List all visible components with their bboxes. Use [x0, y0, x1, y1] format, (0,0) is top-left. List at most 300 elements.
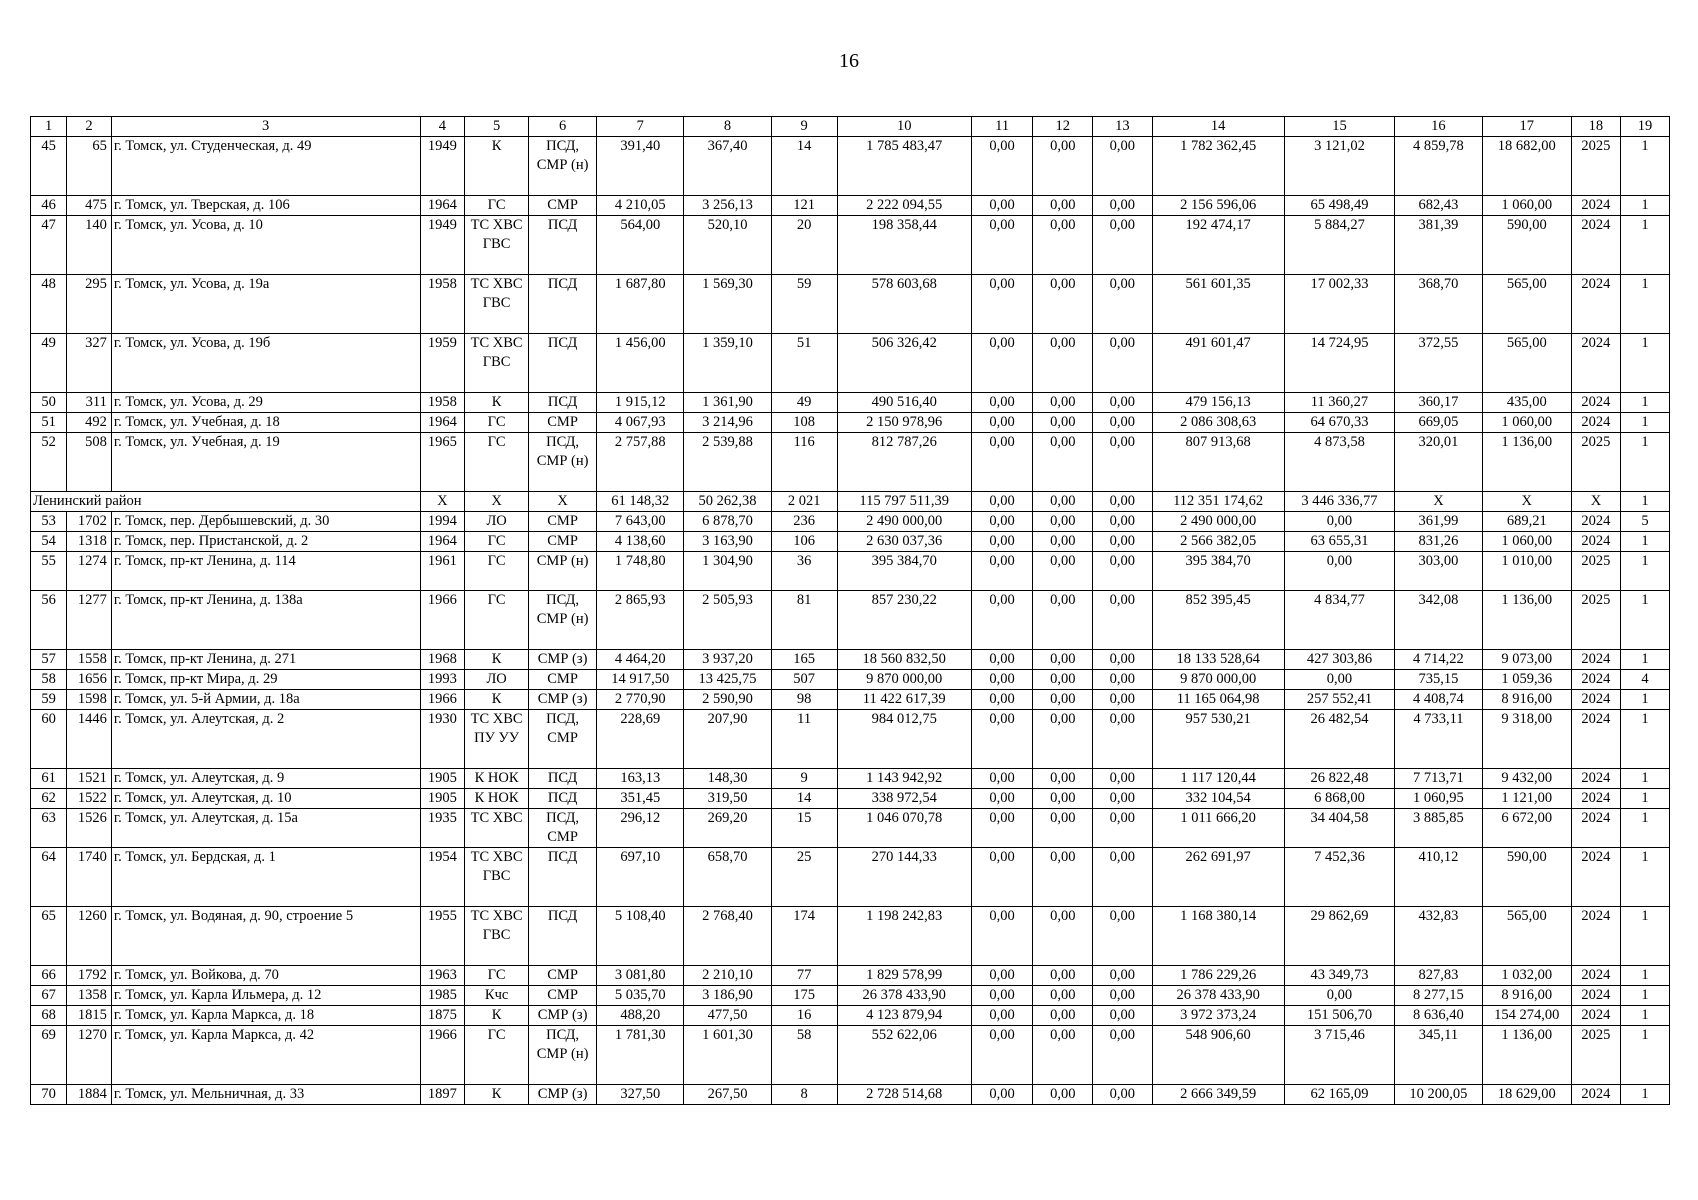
cell-col-13: 0,00 — [1093, 1085, 1153, 1105]
building-type-line: ГС — [487, 1027, 506, 1043]
cell-address: г. Томск, ул. Усова, д. 19б — [111, 334, 420, 393]
cell-work-type — [529, 552, 597, 591]
cell-col-12: 0,00 — [1033, 966, 1093, 986]
table-body — [31, 117, 1670, 1105]
cell-col-19: 1 — [1620, 848, 1669, 907]
column-number-header-row — [31, 117, 1670, 137]
cell-col-17: 1 060,00 — [1482, 413, 1571, 433]
cell-col-16: 827,83 — [1395, 966, 1482, 986]
column-number-10: 10 — [837, 117, 971, 137]
building-type-line: ГС — [487, 553, 506, 569]
cell-col-13: 0,00 — [1093, 986, 1153, 1006]
cell-col-16: 8 277,15 — [1395, 986, 1482, 1006]
cell-col-11: 0,00 — [971, 196, 1033, 216]
work-type-line: ПСД — [547, 394, 578, 410]
cell-col-16: 303,00 — [1395, 552, 1482, 591]
work-type-line: ПСД, — [546, 711, 580, 727]
building-type-line: Кчс — [484, 987, 509, 1003]
cell-house-id: 1522 — [67, 789, 112, 809]
work-type-line: СМР (з) — [537, 1007, 588, 1023]
cell-col-8: 3 186,90 — [684, 986, 771, 1006]
cell-house-id: 508 — [67, 433, 112, 492]
cell-col-13: 0,00 — [1093, 907, 1153, 966]
cell-col-17: 689,21 — [1482, 512, 1571, 532]
cell-house-id: 295 — [67, 275, 112, 334]
cell-col-8: 267,50 — [684, 1085, 771, 1105]
cell-year: 1935 — [420, 809, 465, 848]
cell-col-14: 262 691,97 — [1152, 848, 1284, 907]
cell-col-16: 4 714,22 — [1395, 650, 1482, 670]
cell-col-7: 564,00 — [597, 216, 684, 275]
cell-col-17: 590,00 — [1482, 848, 1571, 907]
cell-address: г. Томск, ул. Алеутская, д. 15а — [111, 809, 420, 848]
work-type-line: СМР — [547, 829, 578, 845]
table-row — [31, 216, 1670, 275]
cell-col-11: 0,00 — [971, 532, 1033, 552]
table-row — [31, 532, 1670, 552]
cell-address: г. Томск, ул. Усова, д. 29 — [111, 393, 420, 413]
work-type-line: СМР — [547, 513, 578, 529]
table-row — [31, 769, 1670, 789]
cell-building-type — [465, 907, 529, 966]
cell-col-19: 1 — [1620, 492, 1669, 512]
cell-building-type — [465, 413, 529, 433]
cell-col-18: 2024 — [1571, 196, 1620, 216]
work-type-line: ПСД — [547, 770, 578, 786]
cell-col-11: 0,00 — [971, 137, 1033, 196]
table-row — [31, 907, 1670, 966]
cell-house-id: 1815 — [67, 1006, 112, 1026]
column-number-15: 15 — [1284, 117, 1395, 137]
cell-col-8: 2 210,10 — [684, 966, 771, 986]
cell-col-14: 1 168 380,14 — [1152, 907, 1284, 966]
cell-col-7: 351,45 — [597, 789, 684, 809]
cell-col-16: 4 733,11 — [1395, 710, 1482, 769]
cell-year: 1994 — [420, 512, 465, 532]
column-number-16: 16 — [1395, 117, 1482, 137]
cell-col-19: 1 — [1620, 710, 1669, 769]
work-type-line: СМР — [547, 730, 578, 746]
cell-row-number: 70 — [31, 1085, 67, 1105]
building-type-line: ГС — [487, 533, 506, 549]
cell-col-19: 1 — [1620, 1026, 1669, 1085]
cell-col-9: 59 — [771, 275, 837, 334]
work-type-line: СМР — [547, 967, 578, 983]
cell-col-18: 2024 — [1571, 789, 1620, 809]
cell-col-11: 0,00 — [971, 275, 1033, 334]
work-type-line: ПСД — [547, 335, 578, 351]
cell-col-18: 2024 — [1571, 848, 1620, 907]
cell-col-14: 807 913,68 — [1152, 433, 1284, 492]
cell-col-9: 81 — [771, 591, 837, 650]
cell-year: 1958 — [420, 393, 465, 413]
cell-col-9: 8 — [771, 1085, 837, 1105]
cell-address: г. Томск, ул. Бердская, д. 1 — [111, 848, 420, 907]
cell-col-8: 3 214,96 — [684, 413, 771, 433]
building-type-line: ГВС — [482, 927, 511, 943]
cell-address: г. Томск, пер. Пристанской, д. 2 — [111, 532, 420, 552]
cell-work-type — [529, 809, 597, 848]
cell-building-type — [465, 137, 529, 196]
cell-col-14: 2 566 382,05 — [1152, 532, 1284, 552]
building-type-line: ТС ХВС — [470, 276, 523, 292]
cell-col-16: 432,83 — [1395, 907, 1482, 966]
cell-col-19: 1 — [1620, 275, 1669, 334]
table-row — [31, 670, 1670, 690]
cell-col-9: 15 — [771, 809, 837, 848]
cell-col-9: 25 — [771, 848, 837, 907]
cell-address: г. Томск, пр-кт Ленина, д. 138а — [111, 591, 420, 650]
cell-col-19: 4 — [1620, 670, 1669, 690]
cell-address: г. Томск, ул. Карла Маркса, д. 42 — [111, 1026, 420, 1085]
cell-col-17: 1 121,00 — [1482, 789, 1571, 809]
cell-col-10: 2 630 037,36 — [837, 532, 971, 552]
cell-col-7: 2 757,88 — [597, 433, 684, 492]
cell-col-18: 2024 — [1571, 809, 1620, 848]
cell-building-type — [465, 393, 529, 413]
cell-year: 1897 — [420, 1085, 465, 1105]
cell-work-type — [529, 769, 597, 789]
cell-col-15: 427 303,86 — [1284, 650, 1395, 670]
cell-house-id: 1792 — [67, 966, 112, 986]
column-number-12: 12 — [1033, 117, 1093, 137]
cell-col-17: 8 916,00 — [1482, 986, 1571, 1006]
cell-work-type — [529, 216, 597, 275]
cell-house-id: 65 — [67, 137, 112, 196]
cell-col-12: 0,00 — [1033, 591, 1093, 650]
cell-row-number: 65 — [31, 907, 67, 966]
cell-col-19: 1 — [1620, 907, 1669, 966]
cell-col-13: 0,00 — [1093, 512, 1153, 532]
cell-col-15: 34 404,58 — [1284, 809, 1395, 848]
cell-col-8: 477,50 — [684, 1006, 771, 1026]
cell-col-12: 0,00 — [1033, 492, 1093, 512]
work-type-line: ПСД — [547, 276, 578, 292]
work-type-line: ПСД — [547, 217, 578, 233]
cell-col-7: 296,12 — [597, 809, 684, 848]
cell-year: 1905 — [420, 769, 465, 789]
building-type-line: ТС ХВС — [470, 849, 523, 865]
cell-building-type — [465, 196, 529, 216]
cell-col-19: 5 — [1620, 512, 1669, 532]
cell-col-7: 1 687,80 — [597, 275, 684, 334]
cell-address: г. Томск, ул. Алеутская, д. 2 — [111, 710, 420, 769]
cell-col-8: 319,50 — [684, 789, 771, 809]
cell-col-13: 0,00 — [1093, 196, 1153, 216]
cell-row-number: 47 — [31, 216, 67, 275]
cell-col-14: 9 870 000,00 — [1152, 670, 1284, 690]
cell-col-16: 368,70 — [1395, 275, 1482, 334]
column-number-5: 5 — [465, 117, 529, 137]
cell-col-17: 565,00 — [1482, 275, 1571, 334]
cell-col-12: 0,00 — [1033, 907, 1093, 966]
cell-address: г. Томск, ул. Усова, д. 19а — [111, 275, 420, 334]
cell-col-12: 0,00 — [1033, 986, 1093, 1006]
cell-house-id: 1526 — [67, 809, 112, 848]
cell-col-10: 2 490 000,00 — [837, 512, 971, 532]
cell-col-12: 0,00 — [1033, 809, 1093, 848]
cell-col-8: 1 359,10 — [684, 334, 771, 393]
cell-house-id: 1270 — [67, 1026, 112, 1085]
work-type-line: СМР — [547, 414, 578, 430]
cell-col-13: 0,00 — [1093, 809, 1153, 848]
cell-year: 1958 — [420, 275, 465, 334]
cell-col-19: 1 — [1620, 1006, 1669, 1026]
cell-house-id: 1656 — [67, 670, 112, 690]
cell-col-15: 26 482,54 — [1284, 710, 1395, 769]
cell-row-number: 58 — [31, 670, 67, 690]
cell-col-16: 10 200,05 — [1395, 1085, 1482, 1105]
work-type-line: ПСД — [547, 908, 578, 924]
table-row — [31, 710, 1670, 769]
building-type-line: ГС — [487, 967, 506, 983]
cell-col-9: 106 — [771, 532, 837, 552]
cell-col-11: 0,00 — [971, 393, 1033, 413]
cell-col-18: 2024 — [1571, 966, 1620, 986]
cell-col-18: 2024 — [1571, 413, 1620, 433]
cell-house-id: 1558 — [67, 650, 112, 670]
cell-work-type — [529, 433, 597, 492]
cell-building-type — [465, 966, 529, 986]
cell-col-19: 1 — [1620, 532, 1669, 552]
cell-col-8: 1 601,30 — [684, 1026, 771, 1085]
cell-col-11: 0,00 — [971, 492, 1033, 512]
cell-col-14: 2 490 000,00 — [1152, 512, 1284, 532]
cell-row-number: 48 — [31, 275, 67, 334]
cell-col-10: 1 829 578,99 — [837, 966, 971, 986]
cell-year: 1961 — [420, 552, 465, 591]
cell-col-14: 332 104,54 — [1152, 789, 1284, 809]
cell-year: 1993 — [420, 670, 465, 690]
cell-col-13: 0,00 — [1093, 650, 1153, 670]
table-row — [31, 650, 1670, 670]
cell-col-9: 16 — [771, 1006, 837, 1026]
cell-col-7: 488,20 — [597, 1006, 684, 1026]
column-number-7: 7 — [597, 117, 684, 137]
cell-col-19: 1 — [1620, 591, 1669, 650]
cell-address: г. Томск, ул. Карла Ильмера, д. 12 — [111, 986, 420, 1006]
table-row — [31, 848, 1670, 907]
building-type-line: ЛО — [486, 513, 507, 529]
cell-col-9: 11 — [771, 710, 837, 769]
cell-col-7: 4 464,20 — [597, 650, 684, 670]
cell-col-13: 0,00 — [1093, 492, 1153, 512]
cell-col-7: 2 770,90 — [597, 690, 684, 710]
cell-col-14: 1 011 666,20 — [1152, 809, 1284, 848]
cell-col-16: 381,39 — [1395, 216, 1482, 275]
cell-address: г. Томск, ул. Карла Маркса, д. 18 — [111, 1006, 420, 1026]
cell-col-10: 11 422 617,39 — [837, 690, 971, 710]
cell-col-15: 3 121,02 — [1284, 137, 1395, 196]
cell-col-13: 0,00 — [1093, 433, 1153, 492]
cell-col-12: 0,00 — [1033, 769, 1093, 789]
cell-house-id: 1598 — [67, 690, 112, 710]
cell-address: г. Томск, пер. Дербышевский, д. 30 — [111, 512, 420, 532]
cell-row-number: 52 — [31, 433, 67, 492]
cell-col-10: 26 378 433,90 — [837, 986, 971, 1006]
cell-col-7: 2 865,93 — [597, 591, 684, 650]
cell-col-8: 520,10 — [684, 216, 771, 275]
cell-col-7: 3 081,80 — [597, 966, 684, 986]
cell-col-8: 3 937,20 — [684, 650, 771, 670]
cell-year: 1966 — [420, 1026, 465, 1085]
cell-col-12: 0,00 — [1033, 334, 1093, 393]
cell-col-8: 269,20 — [684, 809, 771, 848]
cell-address: г. Томск, ул. Мельничная, д. 33 — [111, 1085, 420, 1105]
cell-row-number: 60 — [31, 710, 67, 769]
cell-house-id: 1884 — [67, 1085, 112, 1105]
work-type-line: ПСД — [547, 849, 578, 865]
cell-col-9: 2 021 — [771, 492, 837, 512]
cell-col-12: 0,00 — [1033, 216, 1093, 275]
cell-col-19: 1 — [1620, 690, 1669, 710]
cell-col-11: 0,00 — [971, 848, 1033, 907]
cell-col-14: 18 133 528,64 — [1152, 650, 1284, 670]
cell-col-18: 2024 — [1571, 710, 1620, 769]
district-name: Ленинский район — [31, 492, 421, 512]
cell-work-type — [529, 275, 597, 334]
column-number-9: 9 — [771, 117, 837, 137]
cell-building-type — [465, 552, 529, 591]
column-number-8: 8 — [684, 117, 771, 137]
cell-col-15: 64 670,33 — [1284, 413, 1395, 433]
column-number-13: 13 — [1093, 117, 1153, 137]
cell-year: 1963 — [420, 966, 465, 986]
cell-col-12: 0,00 — [1033, 433, 1093, 492]
cell-col-10: 506 326,42 — [837, 334, 971, 393]
cell-year: Х — [420, 492, 465, 512]
cell-house-id: 1318 — [67, 532, 112, 552]
cell-house-id: 492 — [67, 413, 112, 433]
cell-col-13: 0,00 — [1093, 393, 1153, 413]
cell-col-7: 1 915,12 — [597, 393, 684, 413]
cell-building-type — [465, 848, 529, 907]
cell-col-14: 2 156 596,06 — [1152, 196, 1284, 216]
cell-col-11: 0,00 — [971, 907, 1033, 966]
cell-col-14: 395 384,70 — [1152, 552, 1284, 591]
cell-col-18: 2025 — [1571, 433, 1620, 492]
cell-year: 1966 — [420, 690, 465, 710]
cell-col-16: 8 636,40 — [1395, 1006, 1482, 1026]
cell-house-id: 1277 — [67, 591, 112, 650]
table-row — [31, 986, 1670, 1006]
cell-house-id: 1260 — [67, 907, 112, 966]
cell-address: г. Томск, ул. Алеутская, д. 9 — [111, 769, 420, 789]
cell-building-type — [465, 769, 529, 789]
cell-col-17: 9 073,00 — [1482, 650, 1571, 670]
cell-col-7: 327,50 — [597, 1085, 684, 1105]
cell-col-15: 29 862,69 — [1284, 907, 1395, 966]
cell-col-16: 4 408,74 — [1395, 690, 1482, 710]
cell-col-9: 14 — [771, 789, 837, 809]
cell-row-number: 54 — [31, 532, 67, 552]
cell-col-7: 61 148,32 — [597, 492, 684, 512]
cell-row-number: 45 — [31, 137, 67, 196]
building-type-line: Х — [491, 493, 502, 509]
cell-work-type — [529, 848, 597, 907]
cell-col-10: 198 358,44 — [837, 216, 971, 275]
cell-col-19: 1 — [1620, 216, 1669, 275]
cell-address: г. Томск, пр-кт Ленина, д. 114 — [111, 552, 420, 591]
cell-col-10: 338 972,54 — [837, 789, 971, 809]
building-type-line: ТС ХВС — [470, 711, 523, 727]
cell-col-16: 345,11 — [1395, 1026, 1482, 1085]
table-row — [31, 809, 1670, 848]
cell-col-7: 7 643,00 — [597, 512, 684, 532]
cell-work-type — [529, 789, 597, 809]
building-type-line: К — [491, 394, 502, 410]
cell-col-14: 491 601,47 — [1152, 334, 1284, 393]
table-row — [31, 275, 1670, 334]
cell-col-8: 13 425,75 — [684, 670, 771, 690]
cell-col-19: 1 — [1620, 769, 1669, 789]
table-row — [31, 393, 1670, 413]
cell-col-8: 658,70 — [684, 848, 771, 907]
cell-col-12: 0,00 — [1033, 413, 1093, 433]
cell-year: 1949 — [420, 137, 465, 196]
cell-col-17: 590,00 — [1482, 216, 1571, 275]
cell-col-10: 984 012,75 — [837, 710, 971, 769]
cell-building-type — [465, 334, 529, 393]
cell-row-number: 49 — [31, 334, 67, 393]
cell-col-12: 0,00 — [1033, 196, 1093, 216]
cell-col-9: 9 — [771, 769, 837, 789]
cell-work-type — [529, 1085, 597, 1105]
building-type-line: ТС ХВС — [470, 335, 523, 351]
table-row — [31, 1026, 1670, 1085]
cell-building-type — [465, 591, 529, 650]
cell-col-7: 228,69 — [597, 710, 684, 769]
cell-col-15: 0,00 — [1284, 670, 1395, 690]
cell-col-10: 552 622,06 — [837, 1026, 971, 1085]
cell-col-12: 0,00 — [1033, 512, 1093, 532]
work-type-line: СМР (н) — [536, 1046, 589, 1062]
cell-col-18: 2024 — [1571, 512, 1620, 532]
work-type-line: СМР (з) — [537, 691, 588, 707]
cell-col-19: 1 — [1620, 966, 1669, 986]
cell-col-17: 9 432,00 — [1482, 769, 1571, 789]
cell-col-10: 812 787,26 — [837, 433, 971, 492]
cell-col-19: 1 — [1620, 809, 1669, 848]
cell-year: 1964 — [420, 413, 465, 433]
cell-row-number: 62 — [31, 789, 67, 809]
cell-col-13: 0,00 — [1093, 1026, 1153, 1085]
cell-col-8: 2 539,88 — [684, 433, 771, 492]
cell-col-10: 4 123 879,94 — [837, 1006, 971, 1026]
cell-col-14: 1 117 120,44 — [1152, 769, 1284, 789]
cell-col-11: 0,00 — [971, 670, 1033, 690]
cell-building-type — [465, 690, 529, 710]
cell-col-10: 9 870 000,00 — [837, 670, 971, 690]
cell-col-11: 0,00 — [971, 1006, 1033, 1026]
cell-col-10: 395 384,70 — [837, 552, 971, 591]
table-row — [31, 1085, 1670, 1105]
work-type-line: ПСД — [547, 790, 578, 806]
cell-building-type — [465, 670, 529, 690]
cell-col-17: 565,00 — [1482, 907, 1571, 966]
table-row — [31, 413, 1670, 433]
cell-row-number: 53 — [31, 512, 67, 532]
cell-col-18: 2024 — [1571, 334, 1620, 393]
cell-building-type — [465, 710, 529, 769]
cell-col-14: 479 156,13 — [1152, 393, 1284, 413]
cell-year: 1985 — [420, 986, 465, 1006]
work-type-line: СМР (н) — [536, 553, 589, 569]
cell-col-14: 11 165 064,98 — [1152, 690, 1284, 710]
table-row — [31, 1006, 1670, 1026]
cell-col-16: 3 885,85 — [1395, 809, 1482, 848]
cell-col-17: 18 682,00 — [1482, 137, 1571, 196]
